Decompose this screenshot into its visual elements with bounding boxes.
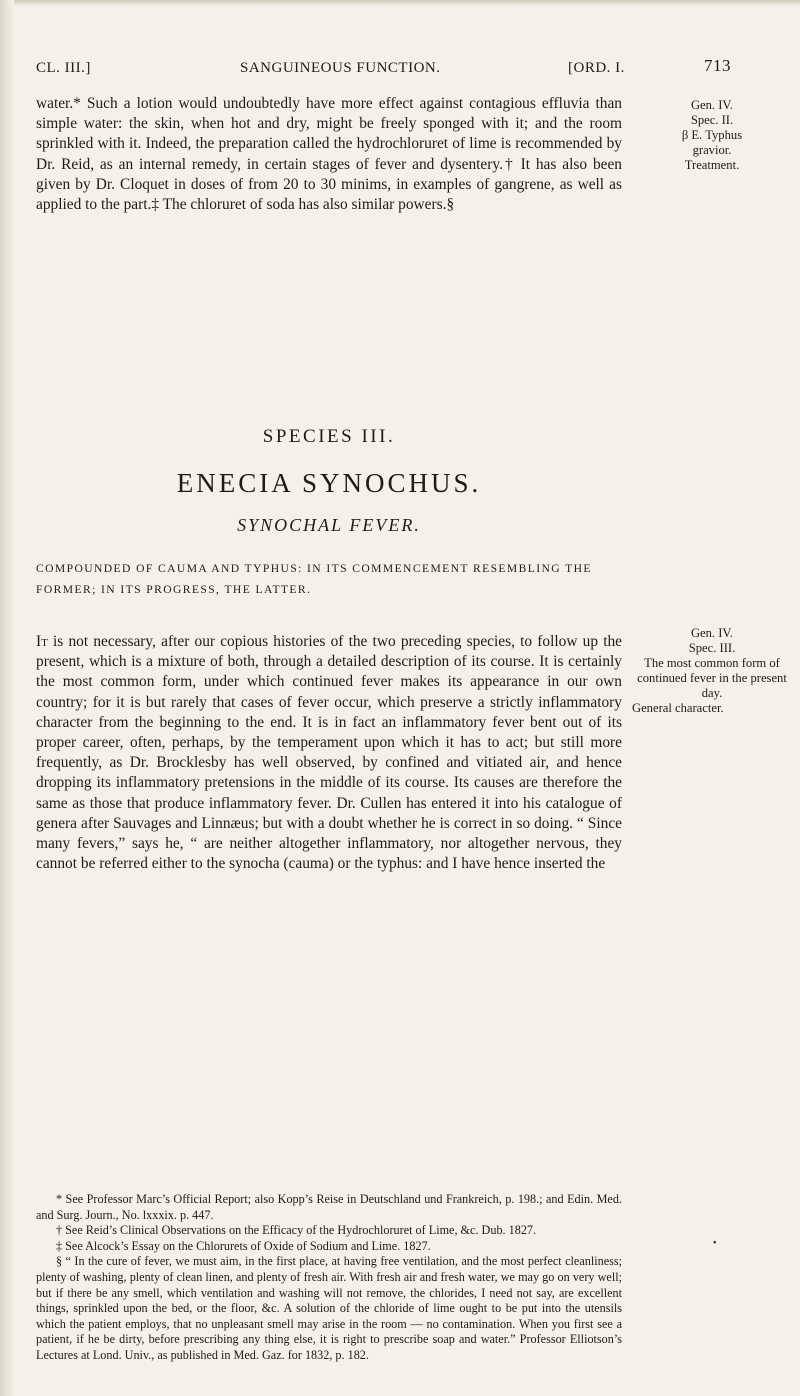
margin-note-synochus [632, 626, 792, 716]
footnotes [36, 1192, 622, 1364]
stray-mark: • [713, 1238, 717, 1249]
margin-note-common-form: The most common form of continued fever in the present day. [637, 656, 787, 700]
species-description: COMPOUNDED OF CAUMA AND TYPHUS: IN ITS COMMENCEMENT RESEMBLING THE FORMER; IN ITS PROGRESS, THE LATTER. [36, 562, 592, 596]
margin-note-genus: Gen. IV. [690, 626, 734, 640]
footnote-section: § “ In the cure of fever, we must aim, in the first place, at having free ventilation, and the most perfect cleanliness; plenty of washing, plenty of clean linen, and plenty of fresh air. With fresh air and fresh water, we may go on very well; but if there be any smell, which ventilation and washing will not remove, the chlorides, I need not say, are excellent things, sprinkled upon the bed, or the floor, &c. A solution of the chloride of lime ought to be put into the utensils which the patient employs, that no unpleasant smell may arise in the room — no contamination. When you first see a patient, if he be dirty, before prescribing any thing else, it is right to prescribe soap and water.” Professor Elliotson’s Lectures at Lond. Univ., as published in Med. Gaz. for 1832, p. 182. [36, 1254, 622, 1362]
body-paragraph-1: water.* Such a lotion would undoubtedly have more effect against contagious effluvia than simple water: the skin, when hot and dry, might be freely sponged with it; and the room sprinkled with it. Indeed, the preparation called the hydrochloruret of lime is recommended by Dr. Reid, as an internal remedy, in certain stages of fever and dysentery.† It has also been given by Dr. Cloquet in doses of from 20 to 30 minims, in examples of gangrene, as well as applied to the part.‡ The chloruret of soda has also similar powers.§ [36, 95, 622, 214]
margin-note-genus: Gen. IV. [690, 98, 734, 112]
species-label: SPECIES III. [262, 426, 396, 447]
species-subtitle: SYNOCHAL FEVER. [237, 515, 421, 535]
running-head-order: [ORD. I. [568, 60, 625, 76]
running-head-class: CL. III.] [36, 60, 91, 76]
margin-note-typhus-treatment [632, 98, 792, 173]
page-top-shadow [0, 0, 800, 6]
page-number: 713 [704, 56, 731, 75]
running-head-title: SANGUINEOUS FUNCTION. [240, 60, 441, 76]
margin-note-species: Spec. III. [688, 641, 736, 655]
margin-note-topic: Treatment. [684, 158, 740, 172]
margin-note-variety: β E. Typhus [681, 128, 743, 142]
footnote-double-dagger: ‡ See Alcock’s Essay on the Chlorurets of Oxide of Sodium and Lime. 1827. [56, 1238, 431, 1253]
paragraph-first-word: It [36, 633, 48, 650]
footnote-dagger: † See Reid’s Clinical Observations on the Efficacy of the Hydrochloruret of Lime, &c. Dub. 1827. [56, 1223, 537, 1238]
species-name: ENECIA SYNOCHUS. [176, 468, 482, 498]
footnote-asterisk: * See Professor Marc’s Official Report; also Kopp’s Reise in Deutschland und Frankreich, p. 198.; and Edin. Med. and Surg. Journ., No. lxxxix. p. 447. [36, 1192, 622, 1222]
body-paragraph-2 [36, 632, 622, 874]
margin-note-species: Spec. II. [690, 113, 734, 127]
binding-edge [0, 0, 14, 1396]
running-head [0, 56, 800, 80]
paragraph-text: is not necessary, after our copious histories of the two preceding species, to follow up the present, which is a mixture of both, through a detailed description of its course. It is certainly the most common form, under which continued fever makes its appearance in our own country; for it is but rarely that cases of fever occur, which preserve a strictly inflammatory character from the beginning to the end. It is in fact an inflammatory fever bent out of its proper career, often, perhaps, by the temperament upon which it has to act; but still more frequently, as Dr. Brocklesby has well observed, by confined and vitiated air, and hence dropping its inflammatory pretensions in the middle of its course. Its causes are therefore the same as those that produce inflammatory fever. Dr. Cullen has entered it into his catalogue of genera after Sauvages and Linnæus; but with a doubt whether he is correct in so doing. “ Since many fevers,” says he, “ are neither altogether inflammatory, nor altogether nervous, they cannot be referred either to the synocha (cauma) or the typhus: and I have hence inserted the [36, 633, 622, 873]
margin-note-variety-name: gravior. [692, 143, 732, 157]
margin-note-character: General character. [632, 701, 724, 715]
